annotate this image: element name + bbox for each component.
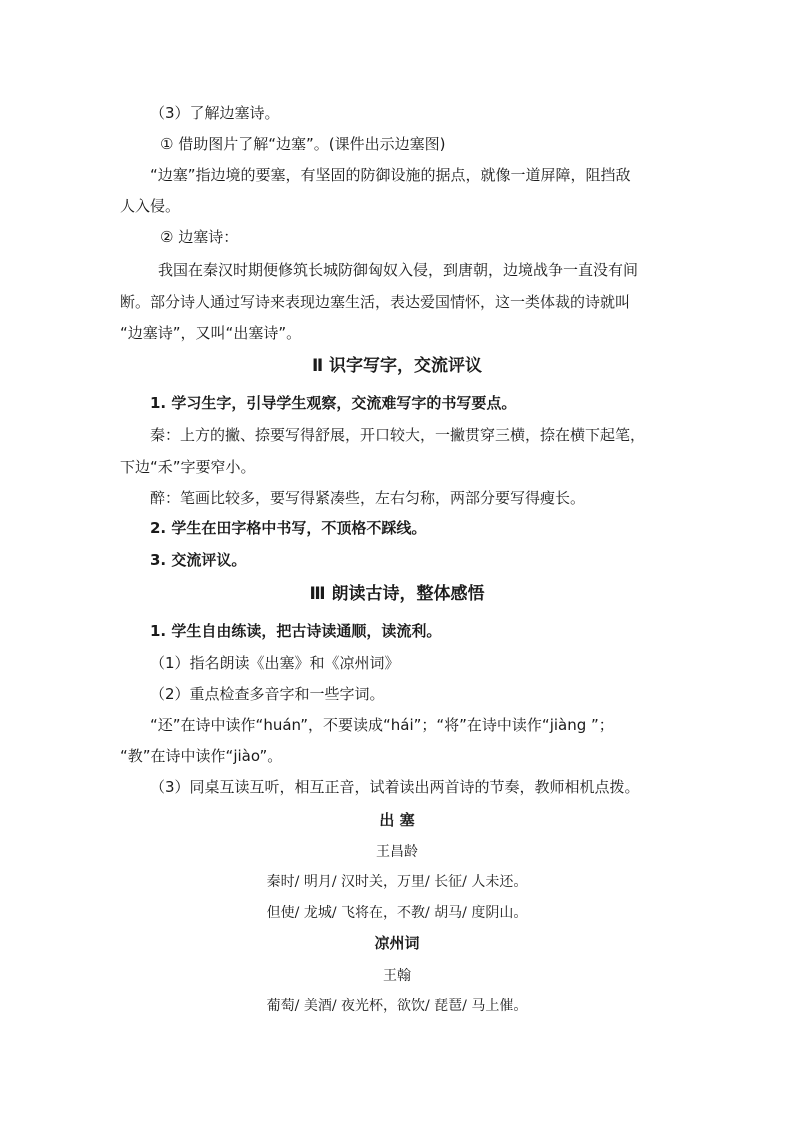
part3-sub1: （1）指名朗读《出塞》和《凉州词》 [150,654,400,672]
part2-step2: 2. 学生在田字格中书写，不顶格不踩线。 [150,519,427,537]
part2-step1: 1. 学习生字，引导学生观察，交流难写字的书写要点。 [150,394,517,412]
section3-item1: ① 借助图片了解“边塞”。(课件出示边塞图) [160,135,446,153]
poem1-author: 王昌龄 [376,844,418,860]
definition-line-2: 人入侵。 [120,197,181,215]
poem2-title: 凉州词 [374,934,420,952]
poem1-title: 出 塞 [379,811,415,829]
intro-paragraph-line-3: “边塞诗”，又叫“出塞诗”。 [120,324,302,342]
intro-paragraph-line-1: 我国在秦汉时期便修筑长城防御匈奴入侵，到唐朝，边境战争一直没有间 [158,261,639,279]
poem1-line-1: 秦时/ 明月/ 汉时关，万里/ 长征/ 人未还。 [266,874,528,890]
poem2-line-1: 葡萄/ 美酒/ 夜光杯，欲饮/ 琵琶/ 马上催。 [266,998,528,1014]
zui-note: 醉：笔画比较多，要写得紧凑些，左右匀称，两部分要写得瘦长。 [150,489,586,507]
pronunciation-line-2: “教”在诗中读作“jiào”。 [120,747,283,765]
intro-paragraph-line-2: 断。部分诗人通过写诗来表现边塞生活，表达爱国情怀，这一类体裁的诗就叫 [120,293,631,311]
qin-note-line-2: 下边“禾”字要窄小。 [120,458,256,476]
section3-heading: （3）了解边塞诗。 [150,104,280,122]
part3-sub2: （2）重点检查多音字和一些字词。 [150,685,385,703]
section3-item2: ② 边塞诗： [160,228,239,246]
part2-step3: 3. 交流评议。 [150,551,247,569]
poem2-author: 王翰 [383,968,411,984]
definition-line-1: “边塞”指边境的要塞，有坚固的防御设施的据点，就像一道屏障，阻挡敌 [150,166,631,184]
part3-sub3: （3）同桌互读互听，相互正音，试着读出两首诗的节奏，教师相机点拨。 [150,778,640,796]
part2-title: Ⅱ 识字写字，交流评议 [311,356,483,376]
qin-note-line-1: 秦：上方的撇、捺要写得舒展，开口较大，一撇贯穿三横，捺在横下起笔， [150,426,646,444]
part3-step1: 1. 学生自由练读，把古诗读通顺，读流利。 [150,622,442,640]
poem1-line-2: 但使/ 龙城/ 飞将在，不教/ 胡马/ 度阴山。 [266,905,528,921]
part3-title: Ⅲ 朗读古诗，整体感悟 [309,584,485,604]
pronunciation-line-1: “还”在诗中读作“huán”，不要读成“hái”；“将”在诗中读作“jiàng ”； [150,716,614,734]
